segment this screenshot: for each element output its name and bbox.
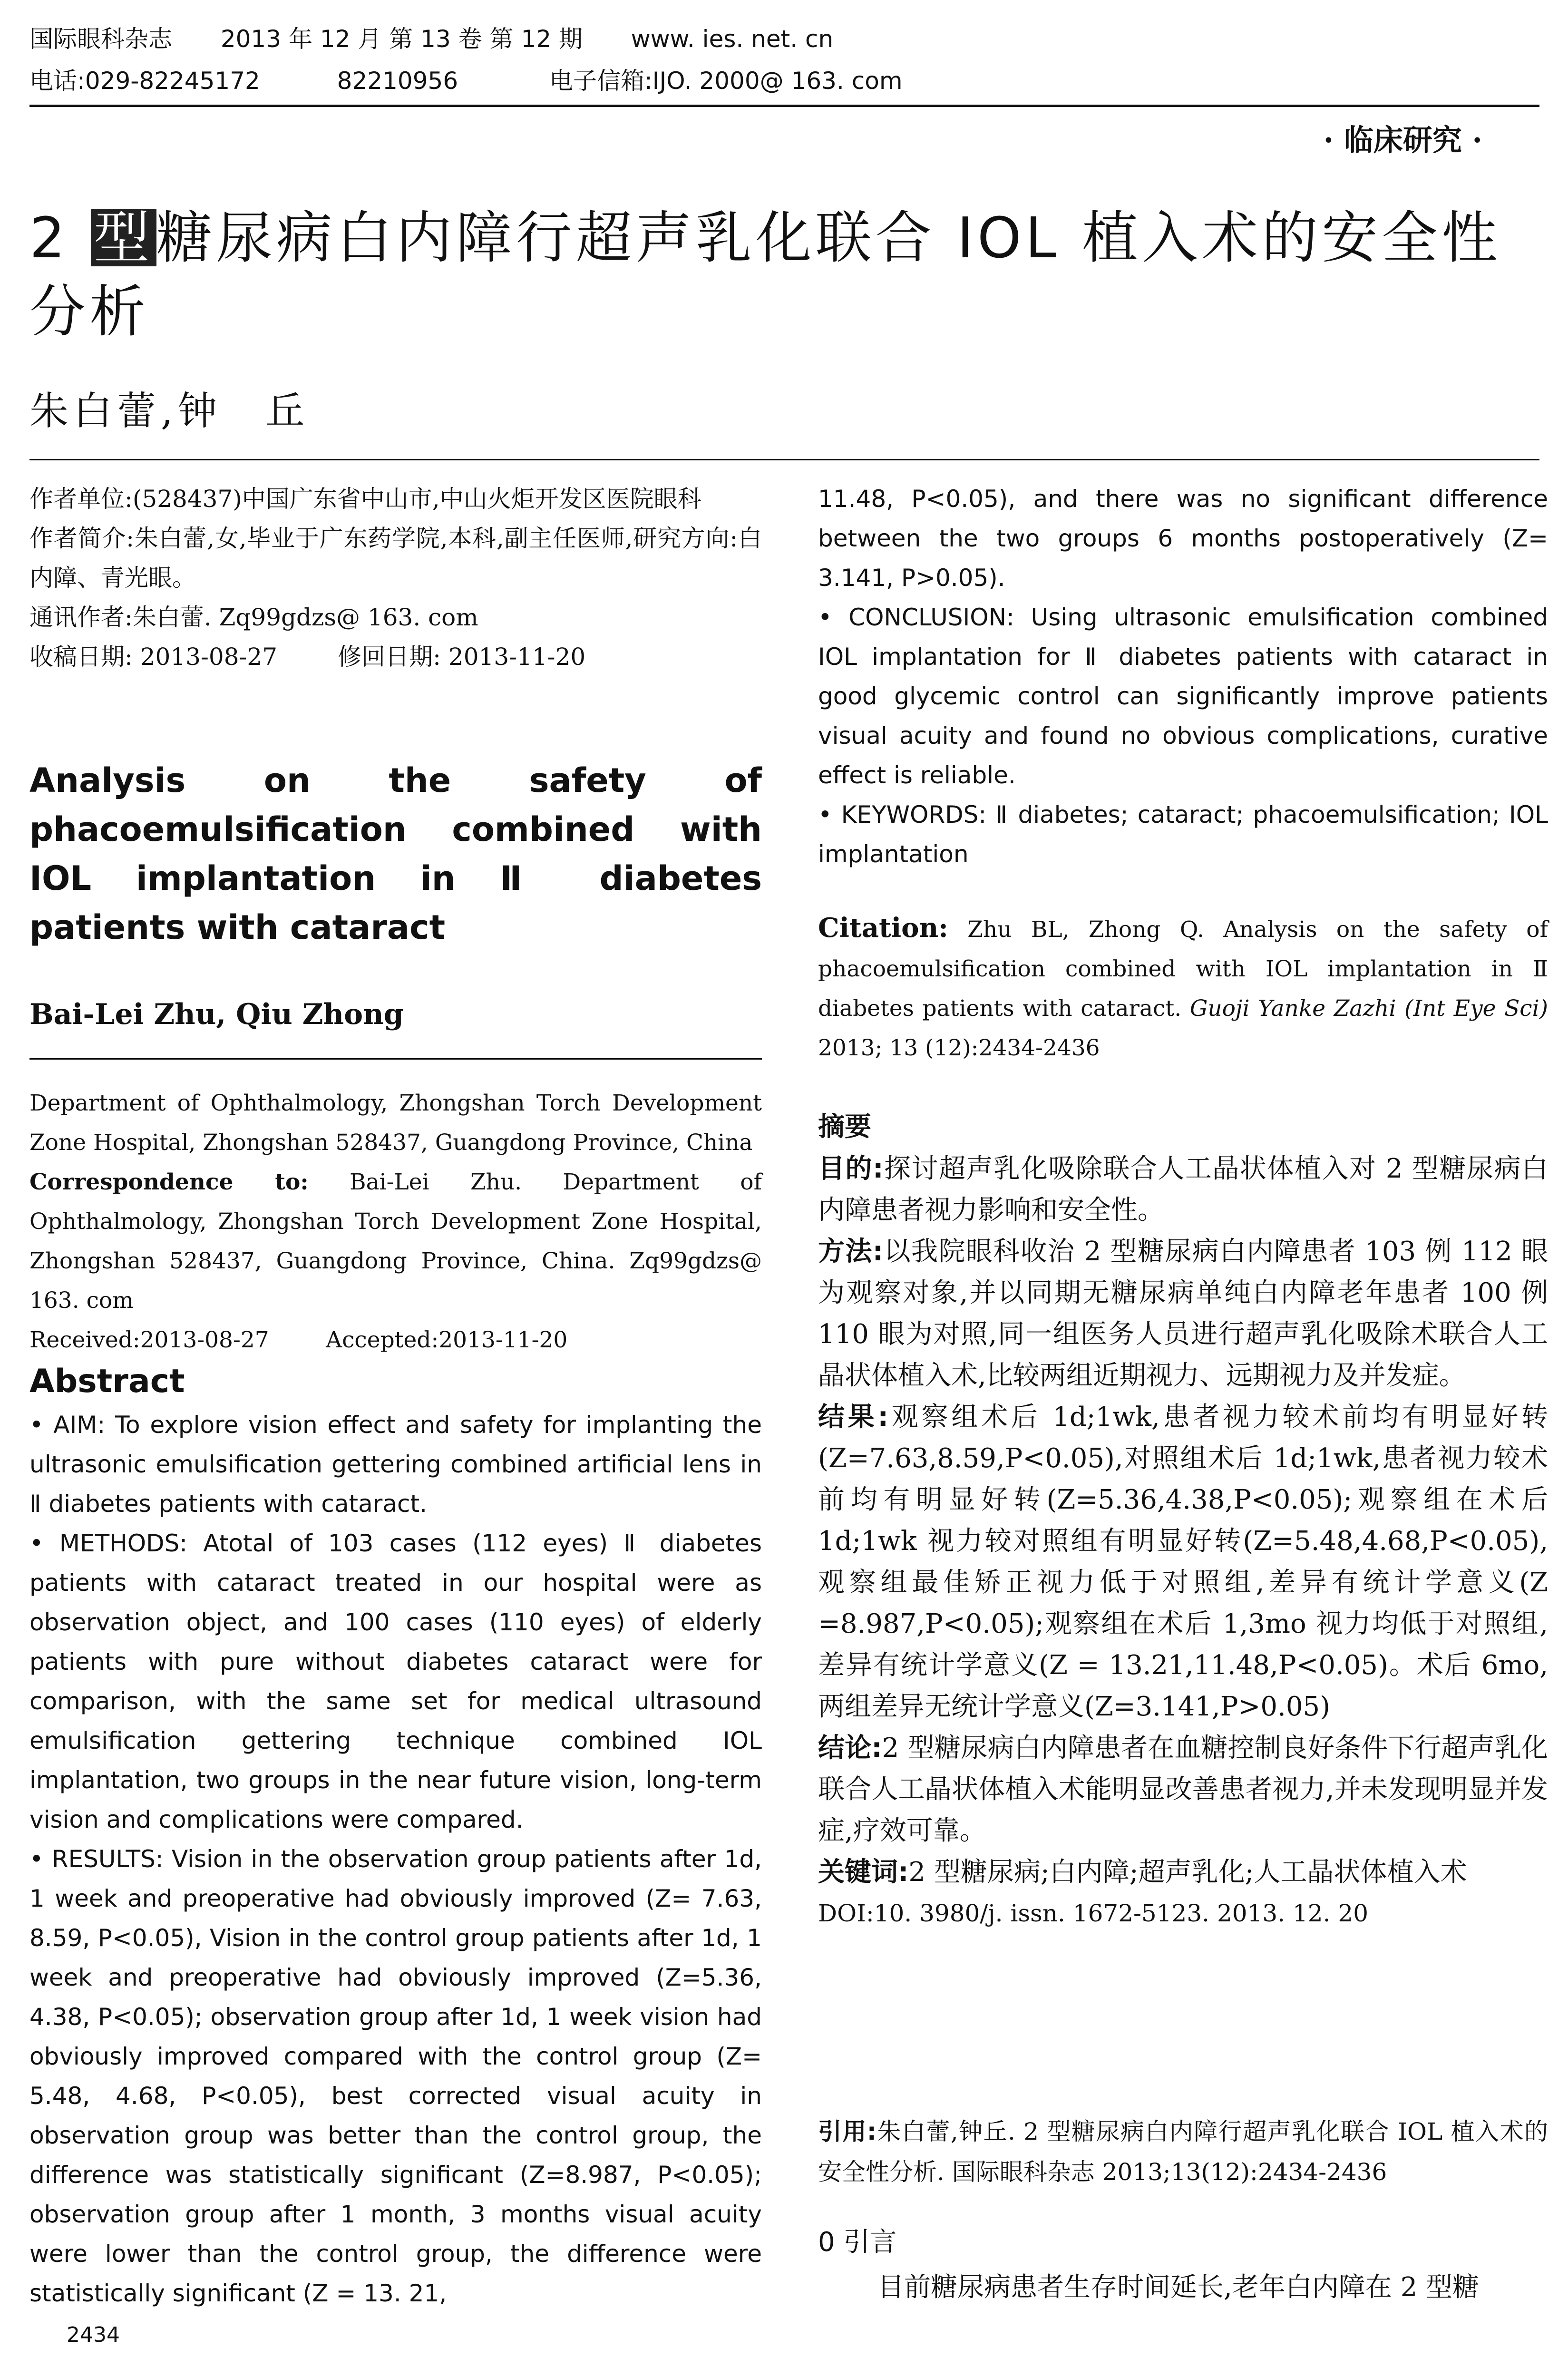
running-header-line2 (29, 67, 903, 95)
english-title: Analysis on the safety of phacoemulsification combined with IOL implantation in Ⅱ diabetes patients with cataract (29, 761, 762, 947)
abstract-results-continued: 11.48, P<0.05), and there was no significant difference between the two groups 6 months postoperatively (Z= 3.141, P>0.05). (818, 485, 1548, 592)
citation-en (818, 908, 1548, 1068)
received-dates-cn: 收稿日期: 2013-08-27 修回日期: 2013-11-20 (29, 643, 586, 671)
abstract-en-right (818, 479, 1548, 874)
page-number: 2434 (67, 2323, 120, 2347)
journal-website: www. ies. net. cn (631, 25, 834, 53)
abstract-cn-keywords: 2 型糖尿病;白内障;超声乳化;人工晶状体植入术 (908, 1857, 1467, 1888)
abstract-cn-methods-label: 方法: (818, 1236, 884, 1267)
abstract-cn-aim: 探讨超声乳化吸除联合人工晶状体植入对 2 型糖尿病白内障患者视力影响和安全性。 (818, 1153, 1548, 1226)
authors-cn: 朱白蕾,钟 丘 (29, 389, 310, 434)
introduction-text: 目前糖尿病患者生存时间延长,老年白内障在 2 型糖 (877, 2272, 1480, 2303)
abstract-results: • RESULTS: Vision in the observation group patients after 1d, 1 week and preoperative had obviously improved (Z= 7.63, 8.59, P<0.05), Vision in the control group patients after 1d, 1 week and preoperative had obviously improved (Z=5.36, 4.38, P<0.05); observation group after 1d, 1 week vision had obviously improved compared with the control group (Z= 5.48, 4.68, P<0.05), best corrected visual acuity in observation group was better than the control group, the difference was statistically significant (Z=8.987, P<0.05); observation group after 1 month, 3 months visual acuity were lower than the control group, the difference were statistically significant (Z = 13. 21, (29, 1845, 762, 2307)
running-header-line1 (29, 25, 833, 53)
abstract-cn-results: 观察组术后 1d;1wk,患者视力较术前均有明显好转(Z=7.63,8.59,P<0.05),对照组术后 1d;1wk,患者视力较术前均有明显好转(Z=5.36,4.38,P<0.05);观察组在术后 1d;1wk 视力较对照组有明显好转(Z=5.48,4.68,P<0.05),观察组最佳矫正视力低于对照组,差异有统计学意义(Z =8.987,P<0.05);观察组在术后 1,3mo 视力均低于对照组,差异有统计学意义(Z = 13.21,11.48,P<0.05)。术后 6mo,两组差异无统计学意义(Z=3.141,P>0.05) (818, 1402, 1548, 1722)
abstract-cn-keywords-label: 关键词: (818, 1857, 909, 1888)
title-highlight: 型 (91, 209, 156, 266)
section-label: · 临床研究 · (1323, 123, 1482, 157)
title-rule (29, 459, 1539, 460)
abstract-aim: • AIM: To explore vision effect and safety for implanting the ultrasonic emulsification gettering combined artificial lens in Ⅱ diabetes patients with cataract. (29, 1411, 762, 1518)
citation-rest: 2013; 13 (12):2434-2436 (818, 1035, 1100, 1061)
abstract-heading: Abstract (29, 1363, 185, 1400)
doi: DOI:10. 3980/j. issn. 1672-5123. 2013. 12. 20 (818, 1900, 1369, 1927)
abstract-keywords: • KEYWORDS: Ⅱ diabetes; cataract; phacoemulsification; IOL implantation (818, 801, 1548, 868)
english-authors: Bai-Lei Zhu, Qiu Zhong (29, 998, 404, 1031)
contact-email: 电子信箱:IJO. 2000@ 163. com (549, 67, 903, 95)
author-bio: 作者简介:朱白蕾,女,毕业于广东药学院,本科,副主任医师,研究方向:白内障、青光眼。 (29, 525, 762, 592)
abstract-methods: • METHODS: Atotal of 103 cases (112 eyes) Ⅱ diabetes patients with cataract treated in our hospital were as observation object, and 100 cases (110 eyes) of elderly patients with pure without diabetes cataract were for comparison, with the same set for medical ultrasound emulsification gettering technique combined IOL implantation, two groups in the near future vision, long-term vision and complications were compared. (29, 1529, 762, 1833)
abstract-cn-results-label: 结果: (818, 1402, 888, 1432)
header-rule (29, 105, 1539, 107)
journal-name: 国际眼科杂志 (29, 25, 172, 53)
article-title-line1 (29, 205, 1501, 271)
affiliation-unit: 作者单位:(528437)中国广东省中山市,中山火炬开发区医院眼科 (29, 485, 701, 513)
citation-cn (818, 2112, 1548, 2192)
title-rest: 糖尿病白内障行超声乳化联合 IOL 植入术的安全性 (156, 205, 1502, 271)
phone-number-2: 82210956 (337, 67, 458, 95)
citation-cn-label: 引用: (818, 2118, 877, 2145)
correspondence-label: Correspondence to: (29, 1169, 309, 1195)
authors-rule (29, 1058, 762, 1060)
title-prefix: 2 (29, 205, 91, 271)
abstract-conclusion: • CONCLUSION: Using ultrasonic emulsification combined IOL implantation for Ⅱ diabetes patients with cataract in good glycemic control can significantly improve patients visual acuity and found no obvious complications, curative effect is reliable. (818, 604, 1548, 789)
introduction-heading: 0 引言 (818, 2227, 897, 2258)
abstract-en-left (29, 1405, 762, 2313)
corresponding-author: 通讯作者:朱白蕾. Zq99gdzs@ 163. com (29, 604, 478, 631)
citation-cn-text: 朱白蕾,钟丘. 2 型糖尿病白内障行超声乳化联合 IOL 植入术的安全性分析. 国际眼科杂志 2013;13(12):2434-2436 (818, 2118, 1548, 2186)
affiliation-cn-block (29, 479, 762, 677)
article-title-line2: 分析 (29, 279, 150, 344)
abstract-cn-conclusion: 2 型糖尿病白内障患者在血糖控制良好条件下行超声乳化联合人工晶状体植入术能明显改善患者视力,并未发现明显并发症,疗效可靠。 (818, 1733, 1548, 1846)
abstract-cn-block (818, 1148, 1548, 1934)
citation-label: Citation: (818, 912, 948, 944)
issue-info: 2013 年 12 月 第 13 卷 第 12 期 (220, 25, 583, 53)
citation-journal: Guoji Yanke Zazhi (Int Eye Sci) (1189, 995, 1548, 1022)
phone-number: 电话:029-82245172 (29, 67, 260, 95)
abstract-cn-methods: 以我院眼科收治 2 型糖尿病白内障患者 103 例 112 眼为观察对象,并以同期无糖尿病单纯白内障老年患者 100 例 110 眼为对照,同一组医务人员进行超声乳化吸除术联合人工晶状体植入术,比较两组近期视力、远期视力及并发症。 (818, 1236, 1548, 1391)
affiliation-en-block (29, 1083, 762, 1360)
correspondence-text: Bai-Lei Zhu. Department of Ophthalmology, Zhongshan Torch Development Zone Hospital, Zhongshan 528437, Guangdong Province, China. Zq99gdzs@ 163. com (29, 1169, 762, 1314)
abstract-cn-heading: 摘要 (818, 1111, 871, 1142)
citation-text: Zhu BL, Zhong Q. Analysis on the safety of phacoemulsification combined with IOL implantation in Ⅱ diabetes patients with cataract. (818, 916, 1548, 1022)
abstract-cn-conclusion-label: 结论: (818, 1733, 882, 1763)
abstract-cn-aim-label: 目的: (818, 1153, 884, 1184)
received-accepted-en: Received:2013-08-27 Accepted:2013-11-20 (29, 1327, 568, 1353)
department-en: Department of Ophthalmology, Zhongshan Torch Development Zone Hospital, Zhongshan 528437, Guangdong Province, China (29, 1090, 762, 1156)
